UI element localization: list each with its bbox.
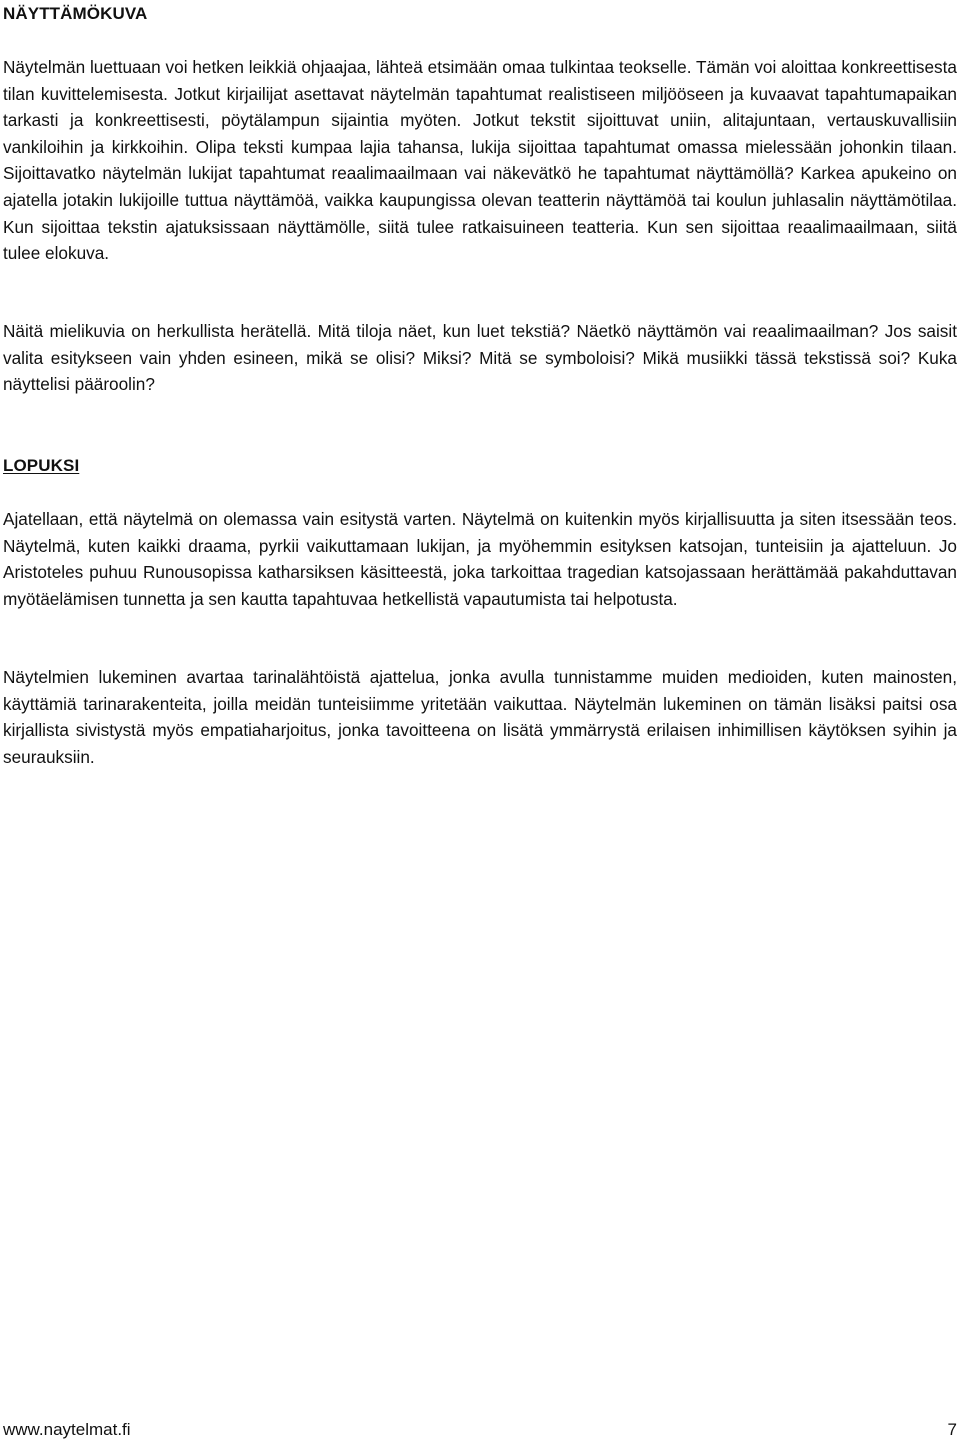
section-heading-lopuksi: LOPUKSI [3,456,80,475]
paragraph-nayttamokuva-1: Näytelmän luettuaan voi hetken leikkiä ohjaajaa, lähteä etsimään omaa tulkintaa teokselle. Tämän voi aloittaa konkreettisesta tilan kuvittelemisesta. Jotkut kirjailijat asettavat näytelmän tapahtumat realistiseen miljööseen ja kuvaavat tapahtumapaikan tarkasti ja konkreettisesti, pöytälampun sijaintia myöten. Jotkut tekstit sijoittuvat uniin, alitajuntaan, vertauskuvallisiin vankiloihin ja kirkkoihin. Olipa teksti kumpaa lajia tahansa, lukija sijoittaa tapahtumat omassa mielessään johonkin tilaan. Sijoittavatko näytelmän lukijat tapahtumat reaalimaailmaan vai näkevätkö he tapahtumat näyttämöllä? Karkea apukeino on ajatella jotakin lukijoille tuttua näyttämöä, vaikka kaupungissa olevan teatterin näyttämöä tai koulun juhlasalin näyttämötilaa. Kun sijoittaa tekstin ajatuksissaan näyttämölle, siitä tulee ratkaisuineen teatteria. Kun sen sijoittaa reaalimaailmaan, siitä tulee elokuva. [3,57,957,264]
paragraph-lopuksi-1: Ajatellaan, että näytelmä on olemassa vain esitystä varten. Näytelmä on kuitenkin myös kirjallisuutta ja siten itsessään teos. Näytelmä, kuten kaikki draama, pyrkii vaikuttamaan lukijan, ja myöhemmin esityksen katsojan, tunteisiin ja ajatteluun. Jo Aristoteles puhuu Runousopissa katharsiksen käsitteestä, joka tarkoittaa tragedian katsojassaan herättämää pakahduttavan myötäelämisen tunnetta ja sen kautta tapahtuvaa hetkellistä vapautumista tai helpotusta. [3,509,957,609]
paragraph-lopuksi-2: Näytelmien lukeminen avartaa tarinalähtöistä ajattelua, jonka avulla tunnistamme muiden medioiden, kuten mainosten, käyttämiä tarinarakenteita, joilla meidän tunteisiimme yritetään vaikuttaa. Näytelmän lukeminen on tämän lisäksi paitsi osa kirjallista sivistystä myös empatiaharjoitus, jonka tavoitteena on lisätä ymmärrystä erilaisen inhimillisen käytöksen syihin ja seurauksiin. [3,667,957,767]
section-heading-nayttamokuva: NÄYTTÄMÖKUVA [3,4,148,23]
paragraph-nayttamokuva-2: Näitä mielikuvia on herkullista herätellä. Mitä tiloja näet, kun luet tekstiä? Näetkö näyttämön vai reaalimaailman? Jos saisit valita esitykseen vain yhden esineen, mikä se olisi? Miksi? Mitä se symboloisi? Mikä musiikki tässä tekstissä soi? Kuka näyttelisi pääroolin? [3,321,957,395]
footer-page-number: 7 [947,1420,957,1439]
footer-website-url: www.naytelmat.fi [3,1420,131,1439]
